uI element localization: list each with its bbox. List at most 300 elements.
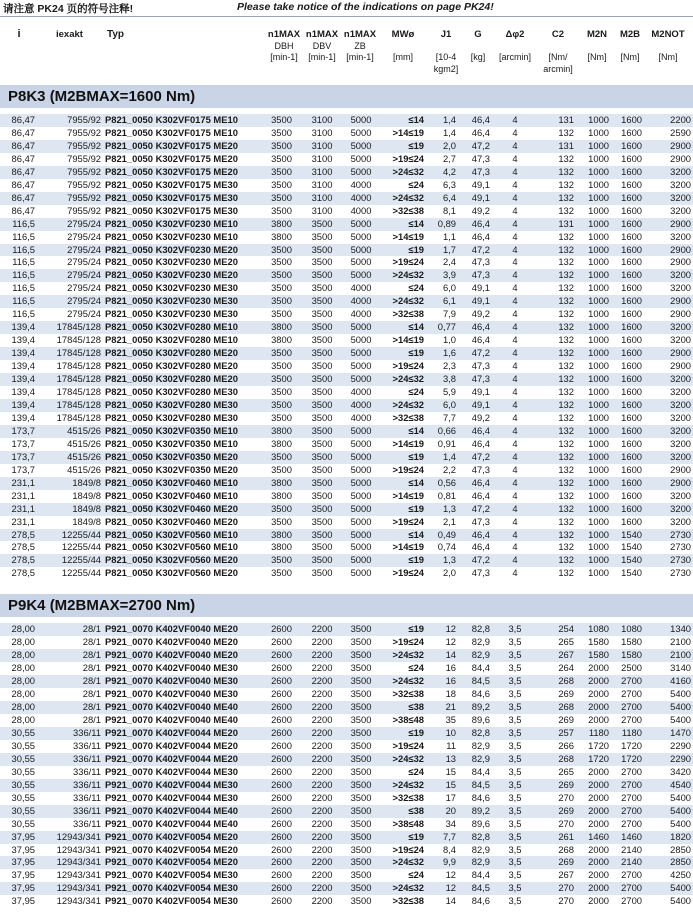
cell-n1-dbv: 3500 <box>311 360 333 372</box>
cell-n1-zb: 4000 <box>350 386 372 398</box>
cell-n1-dbv: 3500 <box>311 567 333 579</box>
cell-c2: 132 <box>538 503 576 516</box>
cell-dphi: 4 <box>492 503 538 516</box>
cell-n1-dbh: 3500 <box>271 256 292 268</box>
cell-g: 47,3 <box>458 166 492 179</box>
cell-n1-dbh: 2600 <box>271 688 292 700</box>
cell-c2: 131 <box>538 218 576 231</box>
cell-c2: 132 <box>538 477 576 490</box>
cell-m2not: 3200 <box>670 178 691 190</box>
cell-m2n: 2000 <box>588 688 609 700</box>
cell-mw: ≤14 <box>381 477 426 490</box>
cell-m2not: 5400 <box>670 791 691 803</box>
cell-c2: 265 <box>558 636 574 648</box>
cell-m2not: 1340 <box>644 623 693 636</box>
cell-g: 82,9 <box>458 856 492 869</box>
cell-m2not: 4540 <box>644 779 693 792</box>
table-row <box>0 567 693 580</box>
cell-n1-dbv: 3500 <box>303 269 341 282</box>
cell-j1: 1,3 <box>426 503 458 516</box>
col-typ: Typ <box>107 29 125 40</box>
cell-n1-zb: 5000 <box>341 373 381 386</box>
cell-i: 28,00 <box>11 688 35 700</box>
cell-c2: 268 <box>538 753 576 766</box>
cell-n1-zb: 3500 <box>350 869 372 881</box>
cell-m2b: 1600 <box>621 204 642 216</box>
cell-mw: >19≤24 <box>392 843 424 855</box>
cell-m2not: 3200 <box>644 451 693 464</box>
cell-n1-dbh: 2600 <box>271 713 292 725</box>
cell-m2n: 1580 <box>576 649 611 662</box>
cell-i: 278,5 <box>11 541 35 553</box>
table-row <box>0 490 693 503</box>
cell-m2b: 2140 <box>621 843 642 855</box>
cell-m2b: 1600 <box>621 256 642 268</box>
cell-typ: P821_0050 K302VF0350 ME20 <box>103 451 260 464</box>
cell-mw: ≤14 <box>381 425 426 438</box>
cell-n1-dbv: 2200 <box>303 727 341 740</box>
cell-g: 49,2 <box>471 411 490 423</box>
cell-c2: 132 <box>558 463 574 475</box>
cell-m2b: 2700 <box>621 765 642 777</box>
cell-m2b: 1580 <box>621 636 642 648</box>
table-row <box>0 205 693 218</box>
cell-m2b: 1600 <box>611 477 644 490</box>
cell-n1-dbh: 3500 <box>271 411 292 423</box>
col-c2: C2 [Nm/ arcmin] <box>543 29 573 74</box>
cell-j1: 7,7 <box>426 831 458 844</box>
cell-g: 47,2 <box>458 347 492 360</box>
cell-i: 30,55 <box>0 727 37 740</box>
cell-n1-zb: 5000 <box>341 529 381 542</box>
cell-typ: P921_0070 K402VF0044 ME40 <box>105 817 238 829</box>
col-iexakt: iexakt <box>56 29 83 40</box>
cell-m2b: 1600 <box>621 230 642 242</box>
cell-iexakt: 336/11 <box>73 765 101 777</box>
cell-m2b: 2500 <box>621 662 642 674</box>
cell-j1: 14 <box>445 895 456 907</box>
cell-dphi: 4 <box>492 529 538 542</box>
cell-iexakt: 2795/24 <box>37 218 103 231</box>
cell-iexakt: 2795/24 <box>67 308 101 320</box>
cell-g: 84,5 <box>458 779 492 792</box>
table-row <box>0 805 693 818</box>
cell-c2: 132 <box>558 152 574 164</box>
cell-i: 173,7 <box>0 425 37 438</box>
cell-i: 231,1 <box>0 477 37 490</box>
cell-n1-zb: 5000 <box>341 477 381 490</box>
cell-m2n: 1000 <box>588 178 609 190</box>
cell-n1-zb: 3500 <box>350 765 372 777</box>
cell-iexakt: 336/11 <box>73 817 101 829</box>
cell-m2not: 1820 <box>644 831 693 844</box>
cell-iexakt: 336/11 <box>37 805 103 818</box>
cell-j1: 6,4 <box>426 192 458 205</box>
cell-n1-zb: 3500 <box>341 649 381 662</box>
cell-mw: >24≤32 <box>381 856 426 869</box>
cell-m2n: 1720 <box>576 753 611 766</box>
cell-iexakt: 28/1 <box>82 713 101 725</box>
cell-dphi: 4 <box>492 399 538 412</box>
col-m2b: M2B [Nm] <box>619 29 641 62</box>
cell-typ: P921_0070 K402VF0044 ME20 <box>105 739 238 751</box>
cell-c2: 132 <box>538 295 576 308</box>
cell-n1-dbv: 3100 <box>311 152 333 164</box>
cell-i: 28,00 <box>0 623 37 636</box>
cell-g: 46,4 <box>458 529 492 542</box>
cell-j1: 1,4 <box>426 451 458 464</box>
table-row <box>0 541 693 554</box>
cell-m2not: 3200 <box>644 399 693 412</box>
cell-iexakt: 1849/8 <box>72 489 101 501</box>
cell-c2: 270 <box>538 882 576 895</box>
cell-dphi: 4 <box>492 347 538 360</box>
cell-n1-dbh: 2600 <box>260 623 303 636</box>
cell-m2n: 1000 <box>588 386 609 398</box>
cell-mw: >19≤24 <box>392 256 424 268</box>
cell-n1-dbv: 2200 <box>311 636 333 648</box>
cell-m2not: 3200 <box>670 489 691 501</box>
cell-m2b: 1600 <box>621 515 642 527</box>
cell-c2: 132 <box>558 126 574 138</box>
cell-n1-dbh: 3500 <box>260 114 303 127</box>
cell-n1-zb: 4000 <box>350 178 372 190</box>
cell-i: 116,5 <box>0 244 37 257</box>
cell-i: 231,1 <box>11 515 35 527</box>
cell-j1: 1,0 <box>442 334 456 346</box>
cell-i: 37,95 <box>0 831 37 844</box>
cell-n1-zb: 4000 <box>350 411 372 423</box>
cell-g: 49,1 <box>471 178 490 190</box>
cell-n1-dbh: 2600 <box>271 817 292 829</box>
cell-j1: 4,2 <box>426 166 458 179</box>
cell-dphi: 4 <box>512 178 518 190</box>
cell-typ: P821_0050 K302VF0280 ME30 <box>103 399 260 412</box>
cell-dphi: 3,5 <box>492 675 538 688</box>
cell-m2n: 1000 <box>588 360 609 372</box>
cell-c2: 132 <box>558 308 574 320</box>
cell-typ: P921_0070 K402VF0044 ME20 <box>103 753 260 766</box>
cell-dphi: 3,5 <box>508 713 522 725</box>
cell-j1: 35 <box>445 713 456 725</box>
cell-typ: P921_0070 K402VF0040 ME20 <box>105 636 238 648</box>
cell-dphi: 4 <box>492 269 538 282</box>
cell-typ: P821_0050 K302VF0280 ME30 <box>105 411 238 423</box>
cell-mw: >24≤32 <box>381 675 426 688</box>
table-row <box>0 792 693 805</box>
cell-i: 86,47 <box>11 178 35 190</box>
cell-j1: 2,0 <box>442 567 456 579</box>
cell-n1-dbv: 2200 <box>311 739 333 751</box>
cell-m2not: 5400 <box>670 713 691 725</box>
cell-c2: 132 <box>558 515 574 527</box>
cell-n1-dbv: 2200 <box>303 805 341 818</box>
table-row <box>0 438 693 451</box>
cell-g: 82,9 <box>471 636 490 648</box>
cell-n1-dbh: 2600 <box>260 856 303 869</box>
notice-bar <box>0 0 693 16</box>
cell-i: 116,5 <box>12 282 35 294</box>
cell-m2not: 3200 <box>644 425 693 438</box>
table-row <box>0 373 693 386</box>
cell-m2n: 2000 <box>588 869 609 881</box>
cell-i: 28,00 <box>11 662 35 674</box>
cell-n1-dbv: 3500 <box>311 256 333 268</box>
cell-n1-zb: 3500 <box>350 791 372 803</box>
cell-typ: P821_0050 K302VF0460 ME20 <box>105 515 238 527</box>
cell-m2b: 2700 <box>611 805 644 818</box>
cell-m2n: 1000 <box>576 425 611 438</box>
table-row <box>0 256 693 269</box>
cell-m2b: 1600 <box>611 295 644 308</box>
cell-i: 30,55 <box>0 805 37 818</box>
cell-i: 116,5 <box>12 230 35 242</box>
cell-m2b: 2700 <box>621 791 642 803</box>
cell-n1-dbh: 3500 <box>260 451 303 464</box>
cell-c2: 132 <box>558 256 574 268</box>
cell-g: 89,6 <box>471 713 490 725</box>
cell-m2n: 1000 <box>588 282 609 294</box>
cell-m2n: 2000 <box>576 701 611 714</box>
cell-g: 82,8 <box>458 727 492 740</box>
cell-c2: 132 <box>538 192 576 205</box>
cell-n1-zb: 5000 <box>350 126 372 138</box>
cell-i: 28,00 <box>11 636 35 648</box>
cell-j1: 34 <box>445 817 456 829</box>
cell-mw: >14≤19 <box>392 541 424 553</box>
cell-g: 47,3 <box>471 567 490 579</box>
cell-c2: 132 <box>538 425 576 438</box>
cell-typ: P921_0070 K402VF0054 ME30 <box>105 895 238 907</box>
cell-typ: P821_0050 K302VF0230 ME10 <box>103 218 260 231</box>
cell-n1-dbv: 3500 <box>303 347 341 360</box>
cell-m2not: 2850 <box>644 856 693 869</box>
col-n1-dbh: n1MAX DBH [min-1] <box>267 29 301 62</box>
cell-g: 47,3 <box>458 373 492 386</box>
cell-m2n: 2000 <box>576 779 611 792</box>
cell-typ: P821_0050 K302VF0560 ME10 <box>103 529 260 542</box>
cell-n1-zb: 3500 <box>341 623 381 636</box>
cell-typ: P921_0070 K402VF0054 ME20 <box>103 831 260 844</box>
cell-m2not: 5400 <box>670 817 691 829</box>
cell-m2n: 1000 <box>576 399 611 412</box>
cell-j1: 1,6 <box>426 347 458 360</box>
cell-c2: 132 <box>538 373 576 386</box>
cell-j1: 3,9 <box>426 269 458 282</box>
cell-n1-zb: 5000 <box>350 489 372 501</box>
cell-i: 86,47 <box>11 152 35 164</box>
cell-n1-dbv: 3500 <box>303 477 341 490</box>
cell-m2n: 2000 <box>588 765 609 777</box>
cell-n1-zb: 5000 <box>341 218 381 231</box>
cell-typ: P821_0050 K302VF0175 ME10 <box>103 114 260 127</box>
cell-c2: 132 <box>538 321 576 334</box>
cell-mw: >14≤19 <box>392 334 424 346</box>
cell-iexakt: 17845/128 <box>56 386 101 398</box>
cell-m2b: 1540 <box>611 554 644 567</box>
cell-j1: 2,2 <box>442 463 456 475</box>
cell-i: 30,55 <box>11 765 35 777</box>
cell-c2: 132 <box>538 451 576 464</box>
cell-mw: ≤19 <box>381 503 426 516</box>
cell-mw: >14≤19 <box>392 437 424 449</box>
cell-g: 47,2 <box>458 451 492 464</box>
cell-i: 30,55 <box>0 753 37 766</box>
cell-n1-dbh: 3800 <box>260 477 303 490</box>
cell-iexakt: 17845/128 <box>56 360 101 372</box>
cell-typ: P921_0070 K402VF0040 ME40 <box>105 713 238 725</box>
cell-n1-dbh: 3500 <box>271 308 292 320</box>
cell-c2: 267 <box>558 869 574 881</box>
cell-c2: 132 <box>538 269 576 282</box>
cell-mw: >19≤24 <box>392 463 424 475</box>
cell-m2n: 1580 <box>588 636 609 648</box>
cell-n1-zb: 4000 <box>341 295 381 308</box>
cell-c2: 132 <box>538 347 576 360</box>
cell-iexakt: 2795/24 <box>37 244 103 257</box>
cell-c2: 132 <box>558 282 574 294</box>
cell-j1: 13 <box>426 753 458 766</box>
table-row <box>0 386 693 399</box>
col-dphi: Δφ2 [arcmin] <box>498 29 531 62</box>
cell-n1-dbv: 3500 <box>303 425 341 438</box>
cell-m2n: 1720 <box>588 739 609 751</box>
cell-mw: >32≤38 <box>392 791 424 803</box>
cell-m2not: 2900 <box>644 244 693 257</box>
cell-mw: >19≤24 <box>392 360 424 372</box>
cell-n1-zb: 5000 <box>341 321 381 334</box>
cell-typ: P821_0050 K302VF0230 ME20 <box>105 256 238 268</box>
cell-m2not: 1470 <box>644 727 693 740</box>
cell-m2b: 1600 <box>621 489 642 501</box>
cell-j1: 1,7 <box>426 244 458 257</box>
cell-i: 231,1 <box>11 489 35 501</box>
cell-m2n: 1080 <box>576 623 611 636</box>
cell-c2: 265 <box>558 765 574 777</box>
cell-n1-dbh: 2600 <box>271 895 292 907</box>
cell-n1-dbh: 3800 <box>271 437 292 449</box>
cell-n1-dbv: 3500 <box>303 451 341 464</box>
cell-i: 116,5 <box>0 295 37 308</box>
cell-n1-zb: 5000 <box>341 114 381 127</box>
cell-g: 82,9 <box>471 739 490 751</box>
cell-mw: ≤19 <box>381 140 426 153</box>
cell-mw: ≤24 <box>408 765 424 777</box>
table-row <box>0 412 693 425</box>
cell-iexakt: 4515/26 <box>67 437 101 449</box>
cell-m2n: 1180 <box>576 727 611 740</box>
cell-n1-dbv: 2200 <box>303 856 341 869</box>
cell-dphi: 3,5 <box>492 623 538 636</box>
cell-mw: >24≤32 <box>381 779 426 792</box>
cell-n1-dbv: 2200 <box>311 895 333 907</box>
cell-g: 89,6 <box>471 817 490 829</box>
cell-i: 139,4 <box>0 347 37 360</box>
cell-dphi: 4 <box>492 218 538 231</box>
table-row <box>0 399 693 412</box>
cell-c2: 132 <box>538 554 576 567</box>
cell-dphi: 3,5 <box>492 779 538 792</box>
cell-c2: 132 <box>558 541 574 553</box>
cell-n1-dbv: 3100 <box>311 178 333 190</box>
table-row <box>0 140 693 153</box>
cell-g: 84,4 <box>471 765 490 777</box>
cell-n1-zb: 4000 <box>341 192 381 205</box>
cell-typ: P821_0050 K302VF0350 ME10 <box>103 425 260 438</box>
cell-m2b: 1180 <box>611 727 644 740</box>
cell-m2n: 1000 <box>588 152 609 164</box>
cell-i: 278,5 <box>0 529 37 542</box>
cell-i: 278,5 <box>11 567 35 579</box>
cell-typ: P921_0070 K402VF0054 ME20 <box>103 856 260 869</box>
cell-dphi: 4 <box>512 437 518 449</box>
cell-n1-dbh: 3500 <box>271 386 292 398</box>
cell-m2not: 3200 <box>670 411 691 423</box>
cell-m2not: 2900 <box>670 152 691 164</box>
cell-m2b: 2700 <box>621 895 642 907</box>
cell-mw: ≤14 <box>381 114 426 127</box>
cell-j1: 16 <box>426 675 458 688</box>
cell-c2: 270 <box>558 895 574 907</box>
cell-i: 28,00 <box>11 713 35 725</box>
cell-n1-dbv: 2200 <box>303 882 341 895</box>
cell-typ: P821_0050 K302VF0230 ME20 <box>103 269 260 282</box>
cell-i: 139,4 <box>0 399 37 412</box>
cell-typ: P921_0070 K402VF0044 ME30 <box>105 765 238 777</box>
cell-n1-dbv: 2200 <box>303 701 341 714</box>
cell-dphi: 3,5 <box>508 869 522 881</box>
cell-n1-zb: 4000 <box>350 204 372 216</box>
cell-j1: 6,1 <box>426 295 458 308</box>
cell-n1-dbv: 2200 <box>311 688 333 700</box>
cell-g: 49,1 <box>458 295 492 308</box>
cell-n1-dbh: 3500 <box>260 347 303 360</box>
cell-c2: 268 <box>558 843 574 855</box>
cell-m2not: 2900 <box>644 295 693 308</box>
cell-m2n: 1000 <box>588 230 609 242</box>
cell-i: 86,47 <box>0 192 37 205</box>
cell-typ: P821_0050 K302VF0460 ME10 <box>105 489 238 501</box>
cell-j1: 15 <box>445 765 456 777</box>
cell-g: 49,1 <box>458 192 492 205</box>
table-row <box>0 529 693 542</box>
cell-n1-dbv: 3500 <box>311 489 333 501</box>
cell-iexakt: 17845/128 <box>37 347 103 360</box>
cell-g: 47,3 <box>471 463 490 475</box>
cell-i: 28,00 <box>0 649 37 662</box>
cell-mw: ≤24 <box>408 282 424 294</box>
cell-j1: 0,49 <box>426 529 458 542</box>
cell-i: 30,55 <box>11 791 35 803</box>
cell-m2n: 1000 <box>576 218 611 231</box>
cell-iexakt: 7955/92 <box>37 114 103 127</box>
col-n1-zb: n1MAX ZB [min-1] <box>343 29 377 62</box>
cell-iexakt: 28/1 <box>37 623 103 636</box>
cell-n1-dbv: 3100 <box>311 126 333 138</box>
cell-g: 84,5 <box>458 675 492 688</box>
table-row <box>0 688 693 701</box>
cell-mw: >14≤19 <box>392 230 424 242</box>
cell-mw: >24≤32 <box>381 373 426 386</box>
cell-m2n: 1000 <box>576 192 611 205</box>
cell-iexakt: 1849/8 <box>37 503 103 516</box>
cell-n1-dbh: 2600 <box>260 831 303 844</box>
cell-c2: 254 <box>538 623 576 636</box>
cell-iexakt: 1849/8 <box>37 477 103 490</box>
cell-n1-zb: 5000 <box>341 554 381 567</box>
cell-n1-dbv: 2200 <box>303 753 341 766</box>
cell-n1-dbh: 3500 <box>271 126 292 138</box>
